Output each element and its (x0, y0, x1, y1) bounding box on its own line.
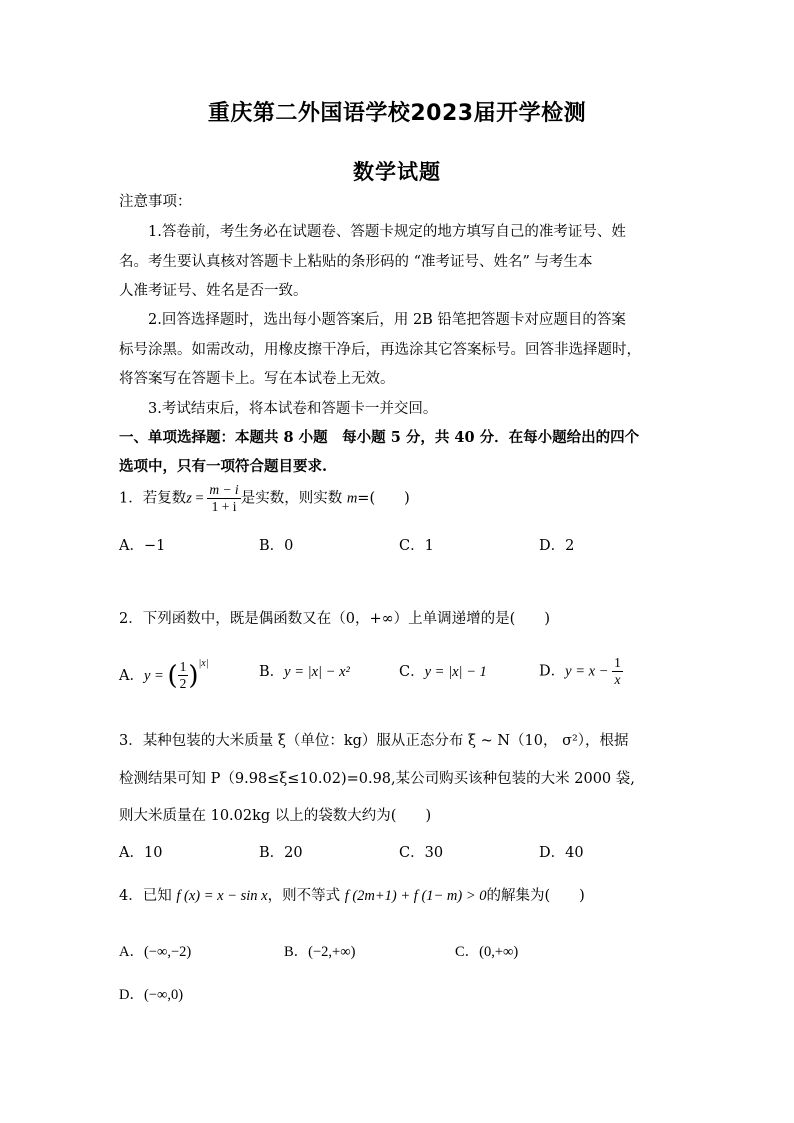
q2-d-denominator: x (614, 672, 621, 687)
q2-a-lparen: ( (167, 660, 178, 691)
q4-tail: 的解集为( ) (486, 888, 585, 904)
q2-option-a (119, 650, 208, 698)
q2-option-d (539, 655, 623, 688)
q4-inequality: f (2m+1) + f (1− m) > 0 (344, 888, 487, 904)
q1-option-b: B．0 (259, 538, 294, 554)
q2-a-denominator: 2 (179, 676, 187, 692)
section1-instruction-line1: 一、单项选择题：本题共 8 小题 每小题 5 分，共 40 分．在每小题给出的四个 (119, 429, 640, 446)
q4-option-d: D．(−∞,0) (119, 987, 184, 1003)
notice-item1-line1: 1.答卷前，考生务必在试题卷、答题卡规定的地方填写自己的准考证号、姓 (148, 224, 626, 240)
q1-denominator: 1 + i (211, 499, 237, 514)
q3-option-d: D．40 (539, 845, 584, 861)
question-2-stem: 2．下列函数中，既是偶函数又在（0，+∞）上单调递增的是( ) (119, 611, 550, 627)
q2-a-fraction (178, 659, 189, 692)
q1-option-c: C．1 (399, 538, 434, 554)
q2-a-label: A． (119, 667, 144, 684)
q2-d-label: D． (539, 663, 566, 680)
notice-item1-line2: 名。考生要认真核对答题卡上粘贴的条形码的 “准考证号、姓名” 与考生本 (119, 254, 593, 270)
notice-heading: 注意事项： (119, 194, 192, 210)
q3-option-b: B．20 (259, 845, 303, 861)
q4-mid: ，则不等式 (267, 888, 345, 904)
q2-option-c (399, 662, 487, 682)
q1-m: m (346, 490, 358, 507)
q2-d-numerator: 1 (614, 655, 621, 670)
q2-a-rparen: ) (188, 660, 199, 691)
q4-option-b: B．(−2,+∞) (284, 944, 356, 960)
question-3-line2: 检测结果可知 P（9.98≤ξ≤10.02)=0.98,某公司购买该种包装的大米 2000 袋, (119, 771, 635, 787)
q3-option-c: C．30 (399, 845, 444, 861)
q2-d-fraction (612, 655, 623, 688)
notice-item2-line3: 将答案写在答题卡上。写在本试卷上无效。 (119, 371, 395, 387)
q2-a-numerator: 1 (179, 659, 187, 675)
q3-option-a: A．10 (119, 845, 163, 861)
question-4-stem (119, 886, 585, 906)
section1-instruction-line2: 选项中，只有一项符合题目要求. (119, 458, 328, 475)
q1-prefix: 1．若复数 (119, 490, 187, 507)
q2-a-lhs: y = (143, 667, 168, 684)
q2-option-b (259, 662, 350, 682)
q2-c-label: C． (399, 664, 425, 680)
q2-d-lhs: y = x − (565, 663, 613, 680)
q1-tail: =( ) (357, 490, 410, 507)
notice-item2-line1: 2.回答选择题时，选出每小题答案后，用 2B 铅笔把答题卡对应题目的答案 (148, 312, 626, 328)
q2-b-expression: y = |x| − x² (284, 664, 350, 680)
q4-option-c: C．(0,+∞) (455, 944, 519, 960)
q2-c-expression: y = |x| − 1 (424, 664, 487, 680)
q4-prefix: 4．已知 (119, 888, 177, 904)
exam-subtitle: 数学试题 (353, 160, 441, 184)
q2-a-exponent: |x| (198, 658, 209, 669)
exam-title: 重庆第二外国语学校2023届开学检测 (207, 101, 587, 126)
q2-b-label: B． (259, 664, 285, 680)
q1-fraction (207, 482, 240, 515)
notice-item1-line3: 人准考证号、姓名是否一致。 (119, 283, 308, 299)
q4-function: f (x) = x − sin x (176, 888, 268, 904)
q1-numerator: m − i (209, 482, 239, 497)
question-1-stem (119, 482, 410, 515)
q1-option-d: D．2 (539, 538, 575, 554)
q1-suffix: 是实数，则实数 (240, 490, 347, 507)
q4-option-a: A．(−∞,−2) (119, 944, 192, 960)
q1-option-a: A．−1 (119, 538, 166, 554)
notice-item2-line2: 标号涂黑。如需改动，用橡皮擦干净后，再选涂其它答案标号。回答非选择题时， (119, 342, 641, 358)
notice-item3: 3.考试结束后，将本试卷和答题卡一并交回。 (148, 401, 438, 417)
q1-z: z (186, 490, 192, 507)
q1-eq: = (191, 490, 208, 507)
question-3-line3: 则大米质量在 10.02kg 以上的袋数大约为( ) (119, 808, 432, 824)
question-3-line1: 3．某种包装的大米质量 ξ（单位：kg）服从正态分布 ξ ~ N（10， σ²），根据 (119, 733, 629, 749)
